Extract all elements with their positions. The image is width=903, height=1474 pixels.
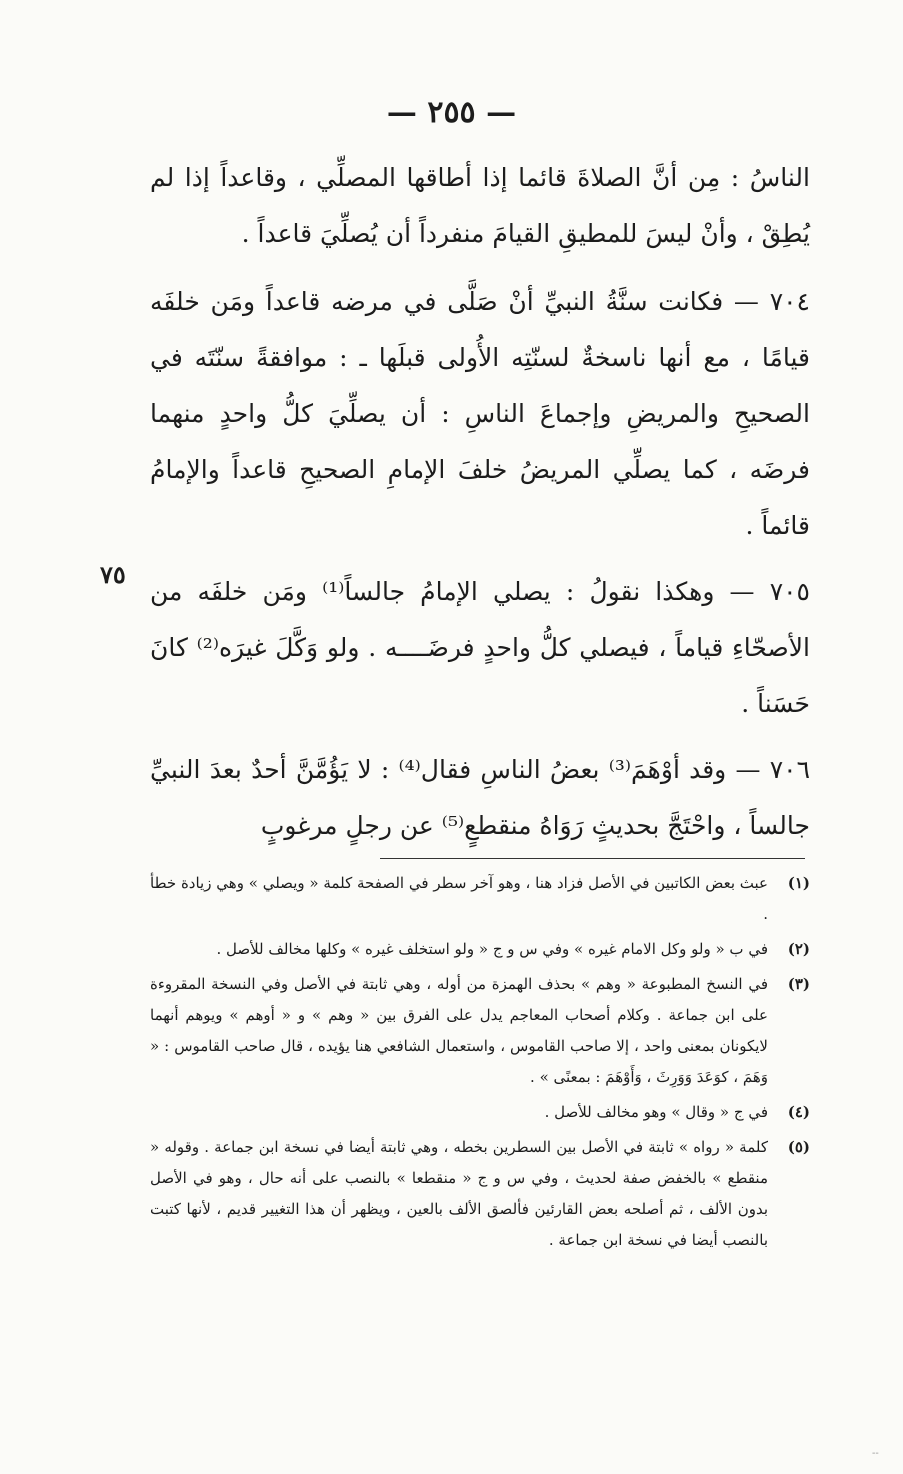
footnote-number: (٥) [787,1138,810,1156]
footnotes [150,868,810,1260]
footnote-number: (٤) [787,1103,810,1121]
footnote-number: (١) [787,874,810,892]
footnote-text: في ب « ولو وكل الامام غيره » وفي س و ج « ولو استخلف غيره » وكلها مخالف للأصل . [216,940,768,958]
page-number: — ٢٥٥ — [386,95,517,130]
footnote-4 [150,1097,810,1128]
main-text [150,150,810,864]
footnote-text: كلمة « رواه » ثابتة في الأصل بين السطرين بخطه ، وهي ثابتة أيضا في نسخة ابن جماعة . وقوله « منقطع » بالخفض صفة لحديث ، وفي س و ج « منقطعا » بالنصب على أنه حال ، وهو في الأصل بدون الألف ، ثم أصلحه بعض القارئين فألصق الألف بالعين ، ويظهر أن هذا التغيير قديم ، لأنها كتبت بالنصب أيضا في نسخة ابن جماعة . [150,1138,768,1249]
footnote-2 [150,934,810,965]
footnote-divider [380,858,805,859]
paragraph-705: ٧٠٥ — وهكذا نقولُ : يصلي الإمامُ جالساً⁽¹⁾ ومَن خلفَه من الأصحّاءِ قياماً ، فيصلي كلُّ واحدٍ فرضَــــه . ولو وَكَّلَ غيرَه⁽²⁾ كانَ حَسَناً . [150,577,810,718]
paragraph-706: ٧٠٦ — وقد أوْهَمَ⁽³⁾ بعضُ الناسِ فقال⁽⁴⁾ : لا يَؤُمَّنَّ أحدٌ بعدَ النبيِّ جالساً ، واحْتَجَّ بحديثٍ رَوَاهُ منقطعٍ⁽⁵⁾ عن رجلٍ مرغوبٍ [150,755,811,840]
footnote-text: في النسخ المطبوعة « وهم » بحذف الهمزة من أوله ، وهي ثابتة في الأصل وفي النسخة المقروءة على ابن جماعة . وكلام أصحاب المعاجم يدل على الفرق بين « وهم » و « أوهم » ويوهم أنهما لايكونان بمعنى واحد ، إلا صاحب القاموس ، واستعمال الشافعي هنا يؤيده ، قال صاحب القاموس : « وَهَمَ ، كوَعَدَ وَوَرِثَ ، وَأَوْهَمَ : بمعنًى » . [150,975,768,1086]
footnote-text: في ج « وقال » وهو مخالف للأصل . [544,1103,768,1121]
footnote-1 [150,868,810,930]
scan-artifact: -- [872,1448,879,1459]
footnote-3 [150,969,810,1093]
footnote-number: (٣) [787,975,810,993]
paragraph-704: ٧٠٤ — فكانت سنَّةُ النبيِّ أنْ صَلَّى في مرضه قاعداً ومَن خلفَه قيامًا ، مع أنها ناسخةٌ لسنّتِه الأُولى قبلَها ـ : موافقةً سنّتَه في الصحيحِ والمريضِ وإجماعَ الناسِ : أن يصلِّيَ كلُّ واحدٍ منهما فرضَه ، كما يصلِّي المريضُ خلفَ الإمامِ الصحيحِ قاعداً والإمامُ قائماً . [150,287,810,540]
paragraph-continuation: الناسُ : مِن أنَّ الصلاةَ قائما إذا أطاقها المصلِّي ، وقاعداً إذا لم يُطِقْ ، وأنْ ليسَ للمطيقِ القيامَ منفرداً أن يُصلِّيَ قاعداً . [150,163,810,248]
footnote-number: (٢) [787,940,810,958]
margin-number: ٧٥ [100,560,126,589]
footnote-5 [150,1132,810,1256]
footnote-text: عبث بعض الكاتبين في الأصل فزاد هنا ، وهو آخر سطر في الصفحة كلمة « ويصلي » وهي زيادة خطأ . [150,874,768,923]
